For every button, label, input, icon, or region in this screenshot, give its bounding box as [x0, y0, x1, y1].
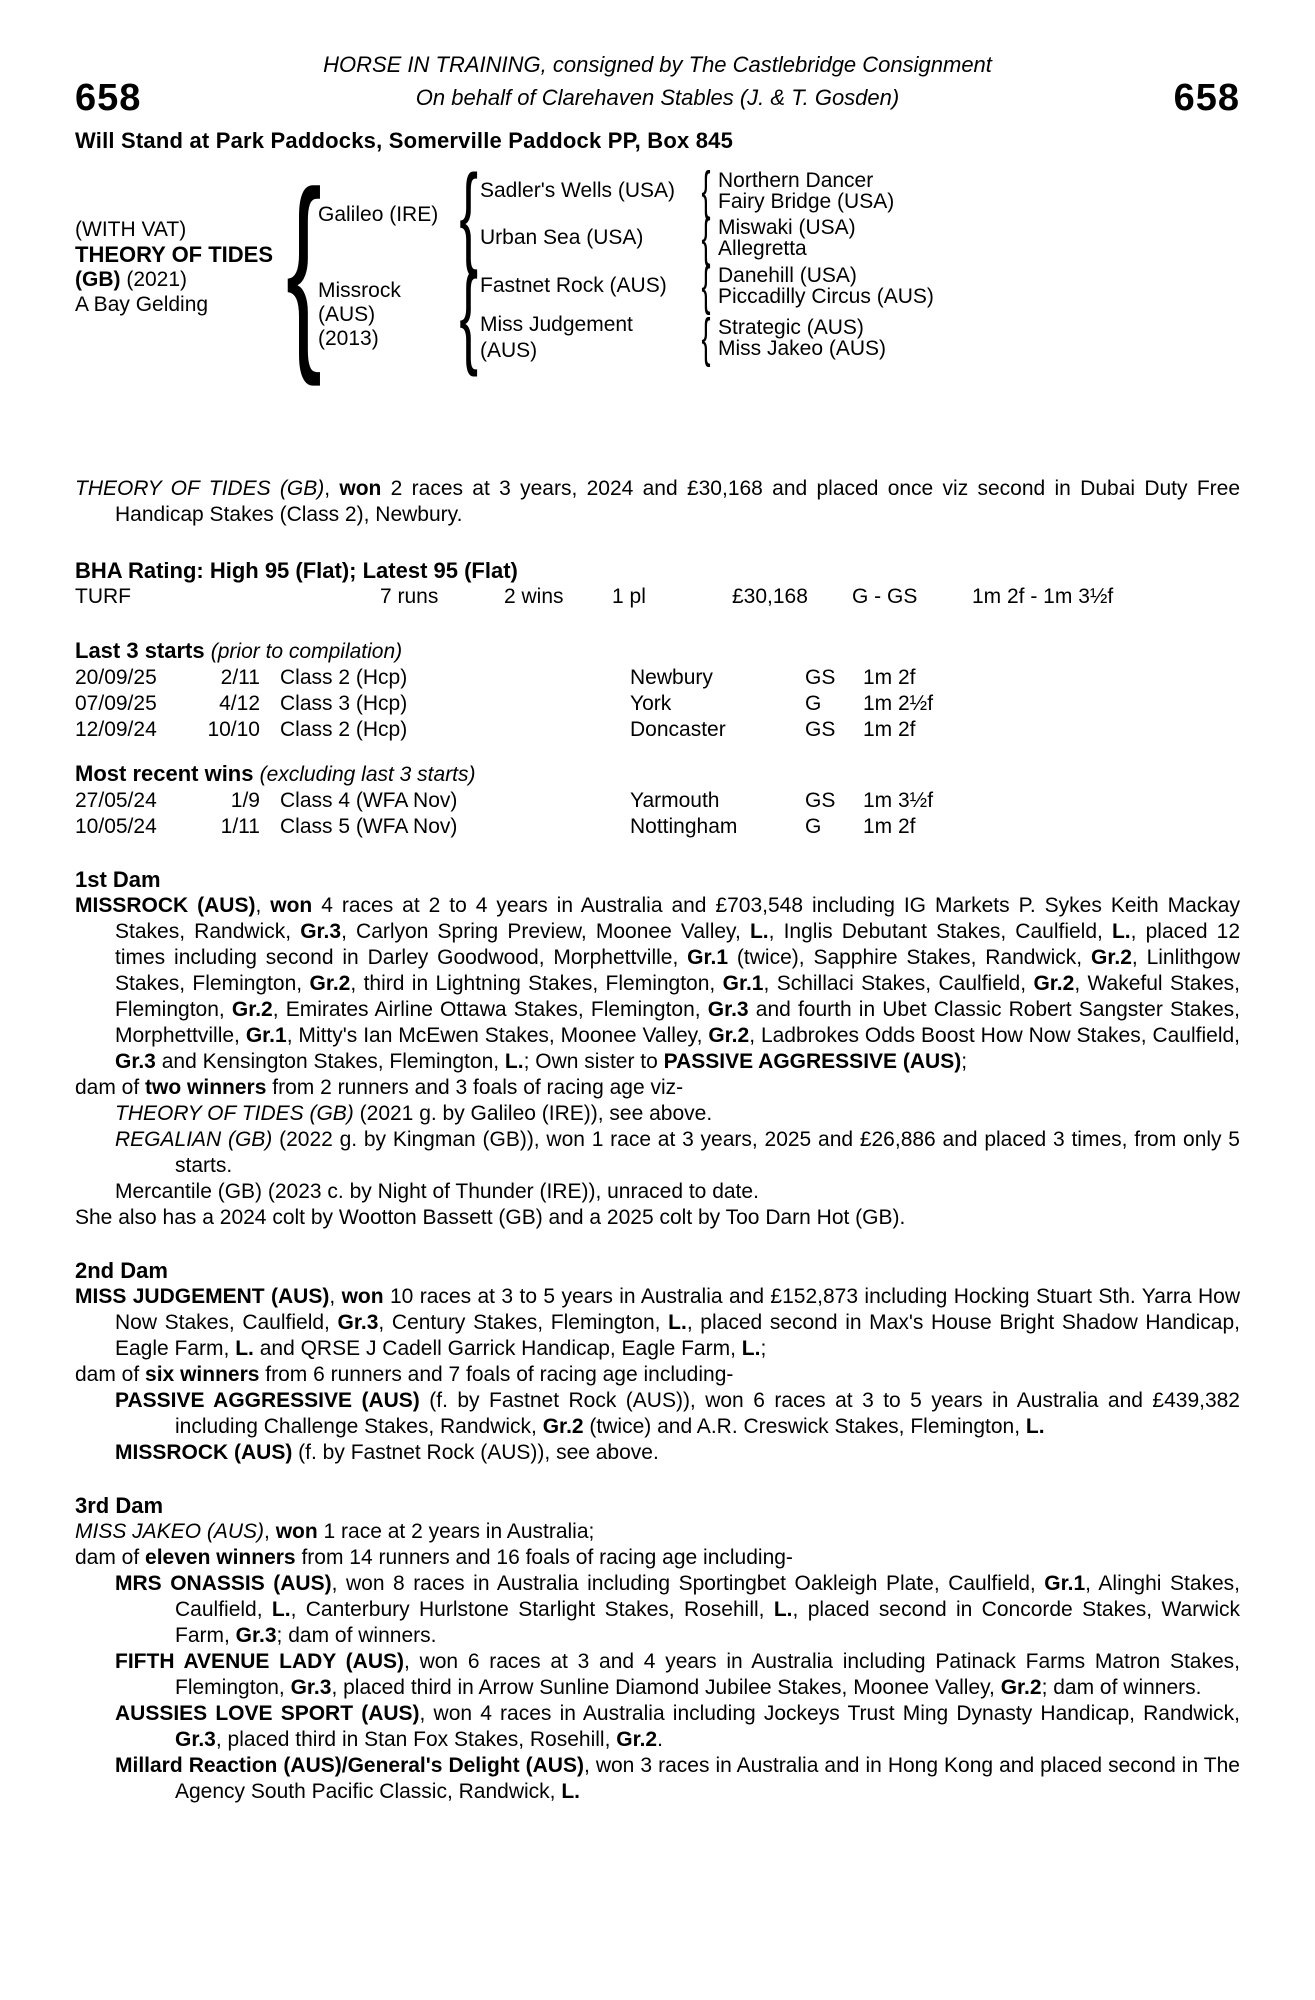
text-segment: , Wakeful Stakes, Flemington,: [115, 972, 1241, 1021]
text-segment: L.: [741, 1337, 761, 1360]
text-segment: PASSIVE AGGRESSIVE (AUS): [663, 1050, 962, 1073]
produce-paragraph: [75, 1101, 1240, 1127]
lot-row: [75, 78, 1240, 118]
text-segment: MISSROCK (AUS): [115, 1441, 293, 1464]
race-row: [75, 717, 1240, 743]
race-going: GS: [805, 718, 836, 741]
text-segment: (twice), Sapphire Stakes, Randwick,: [728, 946, 1092, 969]
race-going: G: [805, 815, 822, 838]
sire-grandparents: [480, 161, 895, 268]
ggp-name: Miss Jakeo (AUS): [718, 337, 887, 360]
race-row: [75, 665, 1240, 691]
race-table: [75, 788, 1240, 840]
grandparent-row: Sadler's Wells (USA) { Northern Dancer Fairy Bridge (USA): [480, 161, 895, 221]
text-segment: won: [270, 894, 313, 917]
sire-sire-name: Sadler's Wells (USA): [480, 179, 675, 202]
text-segment: dam of: [75, 1076, 146, 1099]
ggp-name: Strategic (AUS): [718, 316, 864, 339]
text-segment: ;: [760, 1337, 767, 1360]
ggp-name: Fairy Bridge (USA): [718, 190, 895, 213]
pedigree-tree: (WITH VAT) THEORY OF TIDES (GB) (2021) A Bay Gelding { Galileo (IRE) { Sadler's Wells (USA) { Northern Dancer Fairy Bridge (USA) Urban Sea (USA) { Miswaki (USA) Allegretta Missrock (AUS) (2013) { Fastnet Rock (AUS) { Danehill (USA) Piccadilly Circus (AUS) Miss Judgement (AUS) { Strategic (AUS) Miss Jakeo (AUS): [75, 146, 934, 387]
sire-dam-name: Urban Sea (USA): [480, 226, 644, 249]
first-dam-section: [75, 867, 1240, 1231]
text-segment: FIFTH AVENUE LADY (AUS): [115, 1650, 404, 1673]
text-segment: from 6 runners and 7 foals of racing age including-: [259, 1363, 734, 1386]
behalf-line: On behalf of Clarehaven Stables (J. & T. Gosden): [415, 85, 900, 110]
lot-number-left: 658: [75, 77, 142, 119]
text-segment: Gr.2: [309, 972, 351, 995]
heading-italic: (excluding last 3 starts): [259, 763, 476, 786]
text-segment: won: [339, 477, 382, 500]
text-segment: L.: [1111, 920, 1131, 943]
text-segment: two winners: [145, 1076, 267, 1099]
most-recent-wins-section: [75, 761, 1240, 840]
turf-stats-row: [75, 584, 1240, 610]
text-segment: Gr.3: [290, 1676, 332, 1699]
text-segment: , Inglis Debutant Stakes, Caulfield,: [768, 920, 1112, 943]
text-segment: L.: [668, 1311, 687, 1334]
text-segment: Gr.3: [175, 1728, 216, 1751]
horse-suffix-year: [75, 267, 290, 292]
heading-italic: (prior to compilation): [210, 640, 403, 663]
race-date: 20/09/25: [75, 666, 157, 689]
lot-number-right: 658: [1173, 77, 1240, 119]
horse-info: [75, 217, 290, 317]
text-segment: THEORY OF TIDES (GB): [75, 477, 325, 500]
text-segment: Gr.1: [687, 946, 729, 969]
text-segment: Gr.1: [1044, 1572, 1086, 1595]
dam-paragraphs: [75, 893, 1240, 1231]
text-segment: (f. by Fastnet Rock (AUS)), see above.: [292, 1441, 659, 1464]
great-grandparents: [718, 317, 886, 359]
text-segment: , won 3 races in Australia and in Hong Kong and placed second in The Agency South Pacific Classic, Randwick,: [175, 1754, 1240, 1803]
dam-paragraphs: [75, 1284, 1240, 1466]
dam-paragraph: [75, 1362, 1240, 1388]
text-segment: ; dam of winners.: [1041, 1676, 1202, 1699]
text-segment: Millard Reaction (AUS)/General's Delight (AUS): [115, 1754, 584, 1777]
dam-paragraph: [75, 893, 1240, 1075]
race-distance: 1m 3½f: [863, 789, 934, 812]
grandparent-row: Miss Judgement (AUS) { Strategic (AUS) Miss Jakeo (AUS): [480, 308, 887, 368]
produce-paragraph: [75, 1179, 1240, 1205]
horse-suffix: (GB): [75, 268, 121, 291]
text-segment: , Mitty's Ian McEwen Stakes, Moonee Valley,: [286, 1024, 709, 1047]
race-going: GS: [805, 789, 836, 812]
text-segment: , placed second in Max's House Bright Shadow Handicap, Eagle Farm,: [115, 1311, 1240, 1360]
dam-year: (2013): [318, 326, 379, 350]
text-segment: (f. by Fastnet Rock (AUS)), won 6 races at 3 to 5 years in Australia and £439,382 including Challenge Stakes, Randwick,: [175, 1389, 1240, 1438]
dam-paragraph: [75, 1075, 1240, 1101]
stat-cell: 1 pl: [612, 585, 646, 608]
produce-paragraph: [75, 1753, 1240, 1805]
pedigree-parents: [318, 151, 934, 377]
dam-paragraph: [75, 1284, 1240, 1362]
text-segment: L.: [749, 920, 769, 943]
dam-heading: 2nd Dam: [75, 1258, 168, 1283]
great-grandparents: [718, 217, 856, 259]
horse-year: (2021): [120, 268, 188, 291]
text-segment: , Alinghi Stakes, Caulfield,: [175, 1572, 1241, 1621]
race-class: Class 2 (Hcp): [280, 718, 408, 741]
text-segment: ,: [324, 477, 340, 500]
text-segment: won: [275, 1520, 318, 1543]
text-segment: 1 race at 2 years in Australia;: [317, 1520, 595, 1543]
race-course: Nottingham: [630, 815, 738, 838]
text-segment: 10 races at 3 to 5 years in Australia and £152,873 including Hocking Stuart Sth. Yarra How Now Stakes, Caulfield,: [115, 1285, 1241, 1334]
text-segment: , won 6 races at 3 and 4 years in Australia including Patinack Farms Matron Stakes, Flemington,: [175, 1650, 1240, 1699]
race-position: 1/9: [230, 789, 260, 812]
race-position: 1/11: [220, 815, 260, 838]
text-segment: (2022 g. by Kingman (GB)), won 1 race at 3 years, 2025 and £26,886 and placed 3 times, from only 5 starts.: [175, 1128, 1240, 1177]
dam-heading: 3rd Dam: [75, 1493, 164, 1518]
race-going: GS: [805, 666, 836, 689]
race-position: 2/11: [220, 666, 260, 689]
race-course: Yarmouth: [630, 789, 720, 812]
produce-paragraph: [75, 1440, 1240, 1466]
text-segment: Gr.3: [337, 1311, 379, 1334]
text-segment: Mercantile (GB) (2023 c. by Night of Thunder (IRE)), unraced to date.: [115, 1180, 759, 1203]
race-row: [75, 788, 1240, 814]
race-course: Doncaster: [630, 718, 726, 741]
dam-name-block: [318, 279, 458, 351]
horse-description: A Bay Gelding: [75, 293, 209, 316]
race-date: 27/05/24: [75, 789, 157, 812]
text-segment: Gr.2: [542, 1415, 584, 1438]
dam-grandparents: [480, 256, 934, 368]
text-segment: , Linlithgow Stakes, Flemington,: [115, 946, 1240, 995]
text-segment: Gr.3: [707, 998, 749, 1021]
text-segment: , placed 12 times including second in Darley Goodwood, Morphettville,: [115, 920, 1241, 969]
dam-sire-name: Fastnet Rock (AUS): [480, 274, 667, 297]
text-segment: Gr.3: [300, 920, 342, 943]
race-distance: 1m 2f: [863, 718, 916, 741]
text-segment: Gr.2: [1033, 972, 1075, 995]
ggp-name: Allegretta: [718, 237, 807, 260]
text-segment: ; dam of winners.: [276, 1624, 437, 1647]
text-segment: L.: [504, 1050, 524, 1073]
vat-note: (WITH VAT): [75, 218, 187, 241]
grandparent-row: Urban Sea (USA) { Miswaki (USA) Allegretta: [480, 208, 856, 268]
text-segment: 4 races at 2 to 4 years in Australia and £703,548 including IG Markets P. Sykes Keith Mackay Stakes, Randwick,: [115, 894, 1240, 943]
text-segment: dam of: [75, 1546, 146, 1569]
dam-dam-name: Miss Judgement (AUS): [480, 313, 633, 362]
ggp-name: Miswaki (USA): [718, 216, 856, 239]
produce-paragraph: [75, 1571, 1240, 1649]
text-segment: , placed third in Stan Fox Stakes, Rosehill,: [215, 1728, 617, 1751]
text-segment: and fourth in Ubet Classic Robert Sangster Stakes, Morphettville,: [115, 998, 1240, 1047]
text-segment: 2 races at 3 years, 2024 and £30,168 and placed once viz second in Dubai Duty Free Handicap Stakes (Class 2), Newbury.: [115, 477, 1240, 526]
grandparent-row: Fastnet Rock (AUS) { Danehill (USA) Piccadilly Circus (AUS): [480, 256, 934, 316]
text-segment: Gr.2: [1000, 1676, 1042, 1699]
race-distance: 1m 2f: [863, 815, 916, 838]
dam-paragraphs: [75, 1519, 1240, 1805]
text-segment: , placed second in Concorde Stakes, Warwick Farm,: [175, 1598, 1240, 1647]
heading-bold: Last 3 starts: [75, 638, 211, 663]
stat-cell: £30,168: [732, 585, 808, 608]
text-segment: REGALIAN (GB): [115, 1128, 273, 1151]
section-heading: [75, 638, 1240, 665]
race-course: York: [630, 692, 672, 715]
horse-name: THEORY OF TIDES: [75, 242, 274, 267]
text-segment: L.: [561, 1780, 580, 1803]
text-segment: THEORY OF TIDES (GB): [115, 1102, 354, 1125]
ggp-name: Northern Dancer: [718, 169, 874, 192]
text-segment: dam of: [75, 1363, 146, 1386]
stat-cell: 1m 2f - 1m 3½f: [972, 585, 1114, 608]
dam-paragraph: [75, 1205, 1240, 1231]
ggp-name: Danehill (USA): [718, 264, 857, 287]
section-heading: [75, 761, 1240, 788]
text-segment: Gr.3: [235, 1624, 277, 1647]
text-segment: , Emirates Airline Ottawa Stakes, Flemington,: [272, 998, 708, 1021]
text-segment: Gr.1: [722, 972, 764, 995]
race-position: 10/10: [207, 718, 260, 741]
ggp-name: Piccadilly Circus (AUS): [718, 285, 934, 308]
dam-paragraph: [75, 1519, 1240, 1545]
race-class: Class 3 (Hcp): [280, 692, 408, 715]
second-dam-section: [75, 1258, 1240, 1466]
text-segment: , Ladbrokes Odds Boost How Now Stakes, Caulfield,: [749, 1024, 1241, 1047]
text-segment: ,: [255, 894, 271, 917]
produce-paragraph: [75, 1127, 1240, 1179]
text-segment: MISS JUDGEMENT (AUS): [75, 1285, 330, 1308]
heading-bold: Most recent wins: [75, 761, 260, 786]
text-segment: ,: [264, 1520, 276, 1543]
produce-paragraph: [75, 1701, 1240, 1753]
text-segment: L.: [1025, 1415, 1045, 1438]
stand-location-line: Will Stand at Park Paddocks, Somerville Paddock PP, Box 845: [75, 128, 734, 153]
text-segment: , placed third in Arrow Sunline Diamond Jubilee Stakes, Moonee Valley,: [331, 1676, 1001, 1699]
race-course: Newbury: [630, 666, 713, 689]
great-grandparents: [718, 265, 934, 307]
stat-cell: TURF: [75, 585, 131, 608]
text-segment: PASSIVE AGGRESSIVE (AUS): [115, 1389, 420, 1412]
text-segment: , Century Stakes, Flemington,: [378, 1311, 669, 1334]
race-distance: 1m 2½f: [863, 692, 934, 715]
text-segment: Gr.2: [708, 1024, 750, 1047]
text-segment: (2021 g. by Galileo (IRE)), see above.: [353, 1102, 713, 1125]
text-segment: and QRSE J Cadell Garrick Handicap, Eagle Farm,: [253, 1337, 742, 1360]
text-segment: ; Own sister to: [523, 1050, 664, 1073]
consignment-line: HORSE IN TRAINING, consigned by The Castlebridge Consignment: [323, 52, 992, 77]
text-segment: ;: [961, 1050, 968, 1073]
text-segment: MRS ONASSIS (AUS): [115, 1572, 332, 1595]
stat-cell: G - GS: [852, 585, 918, 608]
text-segment: eleven winners: [145, 1546, 296, 1569]
text-segment: won: [341, 1285, 384, 1308]
race-date: 07/09/25: [75, 692, 157, 715]
race-date: 12/09/24: [75, 718, 157, 741]
text-segment: MISSROCK (AUS): [75, 894, 256, 917]
race-class: Class 4 (WFA Nov): [280, 789, 458, 812]
stat-cell: 7 runs: [380, 585, 439, 608]
text-segment: Gr.2: [616, 1728, 658, 1751]
stat-cell: 2 wins: [504, 585, 564, 608]
great-grandparents: [718, 170, 894, 212]
third-dam-section: [75, 1493, 1240, 1805]
race-position: 4/12: [219, 692, 260, 715]
produce-paragraph: [75, 1649, 1240, 1701]
text-segment: (twice) and A.R. Creswick Stakes, Flemington,: [583, 1415, 1026, 1438]
text-segment: from 2 runners and 3 foals of racing age viz-: [266, 1076, 684, 1099]
text-segment: Gr.1: [245, 1024, 287, 1047]
text-segment: from 14 runners and 16 foals of racing age including-: [295, 1546, 793, 1569]
text-segment: and Kensington Stakes, Flemington,: [155, 1050, 505, 1073]
race-class: Class 5 (WFA Nov): [280, 815, 458, 838]
text-segment: Gr.3: [115, 1050, 156, 1073]
race-class: Class 2 (Hcp): [280, 666, 408, 689]
text-segment: , third in Lightning Stakes, Flemington,: [350, 972, 723, 995]
text-segment: MISS JAKEO (AUS): [75, 1520, 265, 1543]
text-segment: Gr.2: [231, 998, 273, 1021]
text-segment: six winners: [145, 1363, 260, 1386]
last-3-starts-section: [75, 638, 1240, 743]
rating-block: [75, 558, 1240, 610]
text-segment: AUSSIES LOVE SPORT (AUS): [115, 1702, 420, 1725]
text-segment: Gr.2: [1091, 946, 1132, 969]
text-segment: She also has a 2024 colt by Wootton Bassett (GB) and a 2025 colt by Too Darn Hot (GB).: [75, 1206, 906, 1229]
text-segment: .: [657, 1728, 663, 1751]
text-segment: , won 4 races in Australia including Jockeys Trust Ming Dynasty Handicap, Randwick,: [419, 1702, 1240, 1725]
text-segment: , Canterbury Hurlstone Starlight Stakes, Rosehill,: [290, 1598, 774, 1621]
race-date: 10/05/24: [75, 815, 157, 838]
text-segment: L.: [271, 1598, 291, 1621]
race-table: [75, 665, 1240, 743]
text-segment: L.: [773, 1598, 793, 1621]
race-summary: [75, 476, 1240, 528]
text-segment: ,: [329, 1285, 342, 1308]
text-segment: , Schillaci Stakes, Caulfield,: [763, 972, 1034, 995]
sire-name: Galileo (IRE): [318, 202, 439, 226]
dam-name: Missrock (AUS): [318, 278, 401, 326]
bha-rating-line: BHA Rating: High 95 (Flat); Latest 95 (Flat): [75, 558, 518, 583]
race-row: [75, 814, 1240, 840]
race-going: G: [805, 692, 822, 715]
text-segment: L.: [235, 1337, 254, 1360]
dam-heading: 1st Dam: [75, 867, 161, 892]
produce-paragraph: [75, 1388, 1240, 1440]
race-distance: 1m 2f: [863, 666, 916, 689]
dam-paragraph: [75, 1545, 1240, 1571]
dam-branch: Missrock (AUS) (2013) { Fastnet Rock (AUS) { Danehill (USA) Piccadilly Circus (AUS) Miss Judgement (AUS) { Strategic (AUS) Miss Jakeo (AUS): [318, 251, 934, 377]
text-segment: , won 8 races in Australia including Sportingbet Oakleigh Plate, Caulfield,: [331, 1572, 1045, 1595]
race-row: [75, 691, 1240, 717]
text-segment: , Carlyon Spring Preview, Moonee Valley,: [341, 920, 750, 943]
sire-branch: Galileo (IRE) { Sadler's Wells (USA) { Northern Dancer Fairy Bridge (USA) Urban Sea (USA) { Miswaki (USA) Allegretta: [318, 151, 895, 277]
